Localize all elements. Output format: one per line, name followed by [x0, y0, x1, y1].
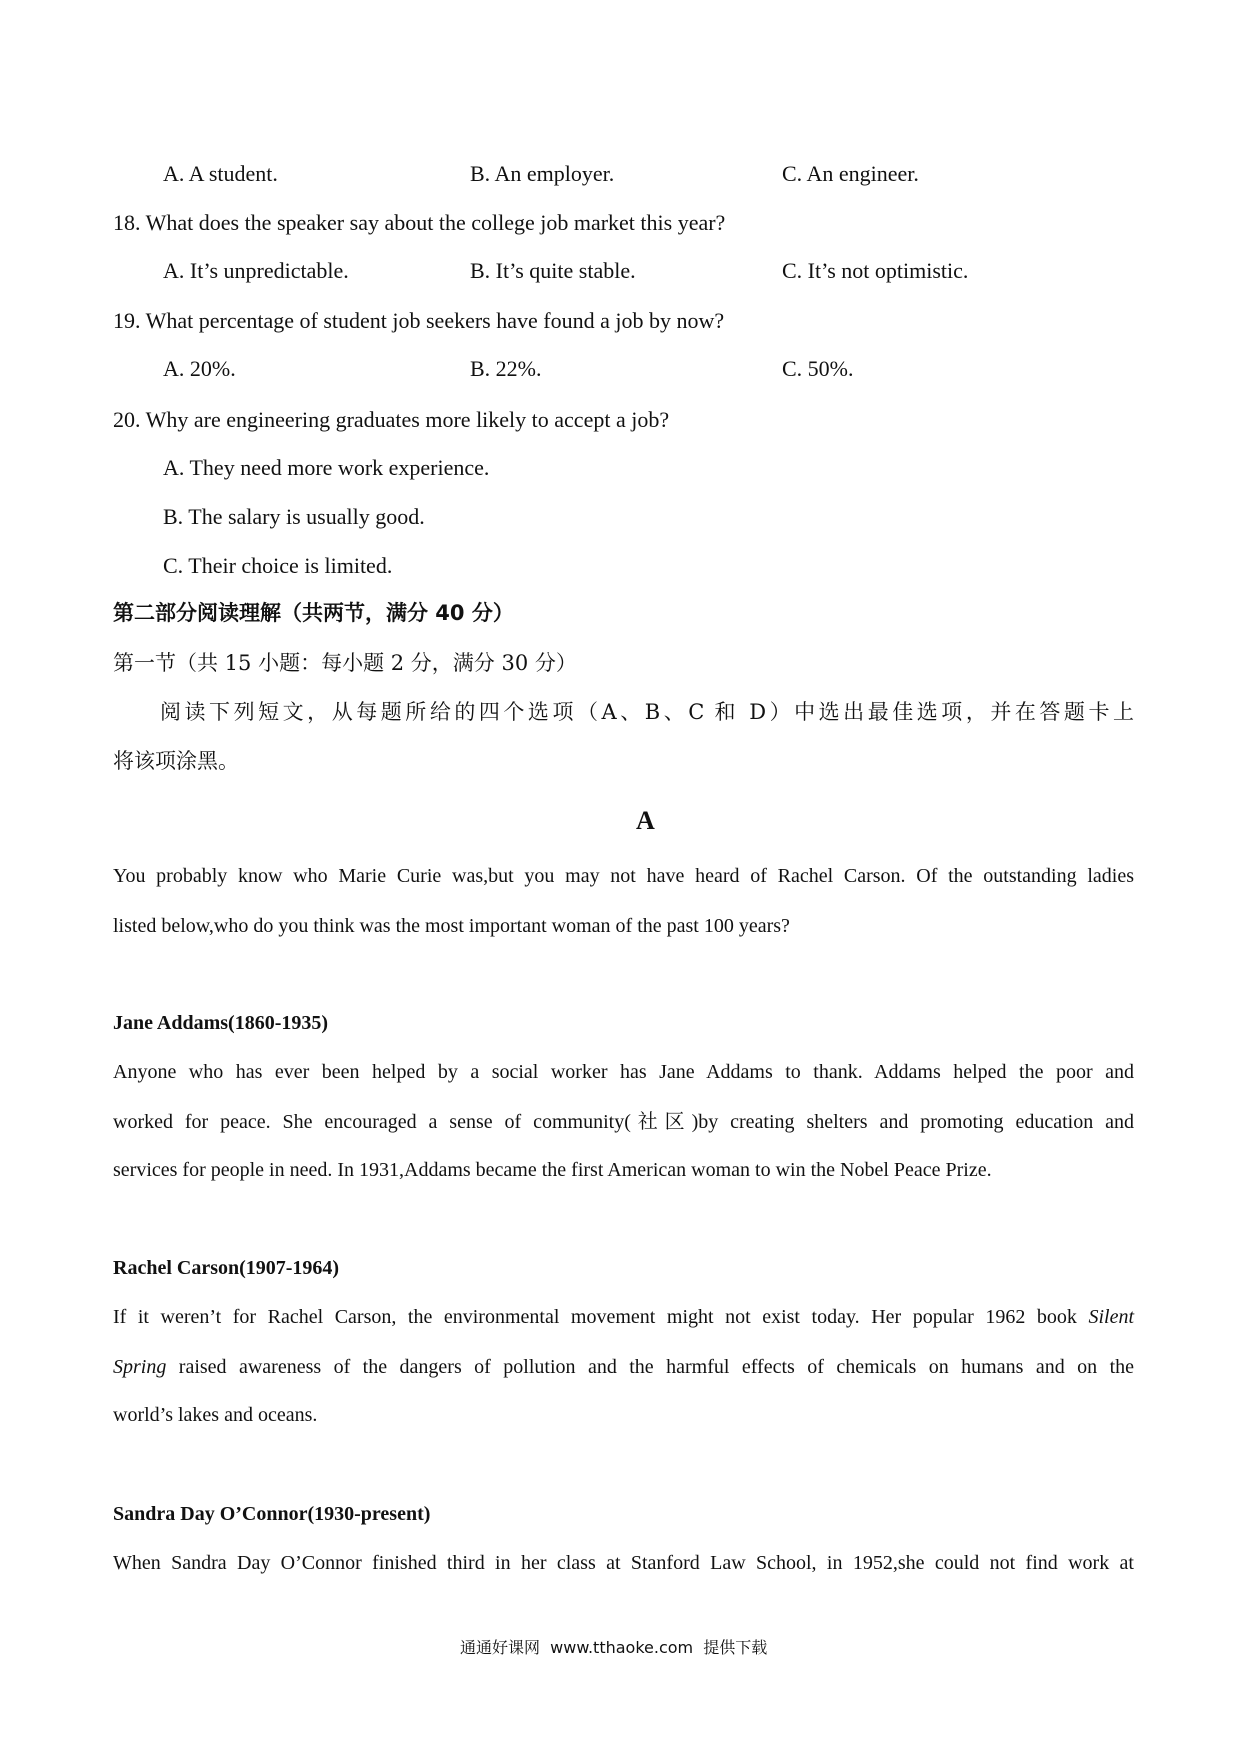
footer: 通通好课网 www.tthaoke.com 提供下载 [460, 1638, 768, 1657]
oconnor-line-1: When Sandra Day O’Connor finished third in her class at Stanford Law School, in 1952,she could not find work at [113, 1552, 1134, 1574]
q18-option-a: A. It’s unpredictable. [163, 258, 349, 283]
q18-question: 18. What does the speaker say about the college job market this year? [113, 210, 726, 235]
part2-heading: 第二部分阅读理解（共两节，满分 40 分） [113, 601, 514, 625]
addams-title: Jane Addams(1860-1935) [113, 1012, 329, 1034]
addams-line-1: Anyone who has ever been helped by a social worker has Jane Addams to thank. Addams helped the poor and [113, 1061, 1134, 1083]
q20-option-c: C. Their choice is limited. [163, 553, 393, 578]
oconnor-title: Sandra Day O’Connor(1930-present) [113, 1503, 431, 1525]
q20-option-a: A. They need more work experience. [163, 455, 490, 480]
carson-line-3: world’s lakes and oceans. [113, 1404, 318, 1426]
q17-option-b: B. An employer. [470, 161, 615, 186]
book-title: Silent [1088, 1306, 1134, 1328]
q20-option-b: B. The salary is usually good. [163, 504, 425, 529]
intro-line-1: You probably know who Marie Curie was,but you may not have heard of Rachel Carson. Of the outstanding ladies [113, 865, 1134, 887]
intro-line-2: listed below,who do you think was the most important woman of the past 100 years? [113, 915, 790, 937]
q19-option-c: C. 50%. [782, 356, 854, 381]
carson-line-2 [113, 1357, 1134, 1377]
carson-line-1 [113, 1307, 1134, 1327]
instruction-line-2: 将该项涂黑。 [113, 749, 239, 773]
addams-line-3: services for people in need. In 1931,Addams became the first American woman to win the Nobel Peace Prize. [113, 1159, 992, 1181]
q17-option-c: C. An engineer. [782, 161, 919, 186]
carson-text: If it weren’t for Rachel Carson, the environmental movement might not exist today. Her popular 1962 book [113, 1306, 1077, 1328]
q19-question: 19. What percentage of student job seekers have found a job by now? [113, 308, 725, 333]
carson-title: Rachel Carson(1907-1964) [113, 1257, 340, 1279]
addams-line-2: worked for peace. She encouraged a sense of community(社区)by creating shelters and promoting education and [113, 1111, 1134, 1133]
carson-text: raised awareness of the dangers of pollution and the harmful effects of chemicals on humans and on the [178, 1356, 1134, 1378]
book-title: Spring [113, 1356, 167, 1378]
q20-question: 20. Why are engineering graduates more likely to accept a job? [113, 407, 670, 432]
q18-option-c: C. It’s not optimistic. [782, 258, 969, 283]
q17-option-a: A. A student. [163, 161, 278, 186]
section1-heading: 第一节（共 15 小题：每小题 2 分，满分 30 分） [113, 651, 577, 675]
instruction-line-1: 阅读下列短文，从每题所给的四个选项（A、B、C 和 D）中选出最佳选项，并在答题卡上 [160, 700, 1134, 724]
q18-option-b: B. It’s quite stable. [470, 258, 636, 283]
passage-label: A [636, 806, 655, 835]
q19-option-a: A. 20%. [163, 356, 236, 381]
q19-option-b: B. 22%. [470, 356, 542, 381]
